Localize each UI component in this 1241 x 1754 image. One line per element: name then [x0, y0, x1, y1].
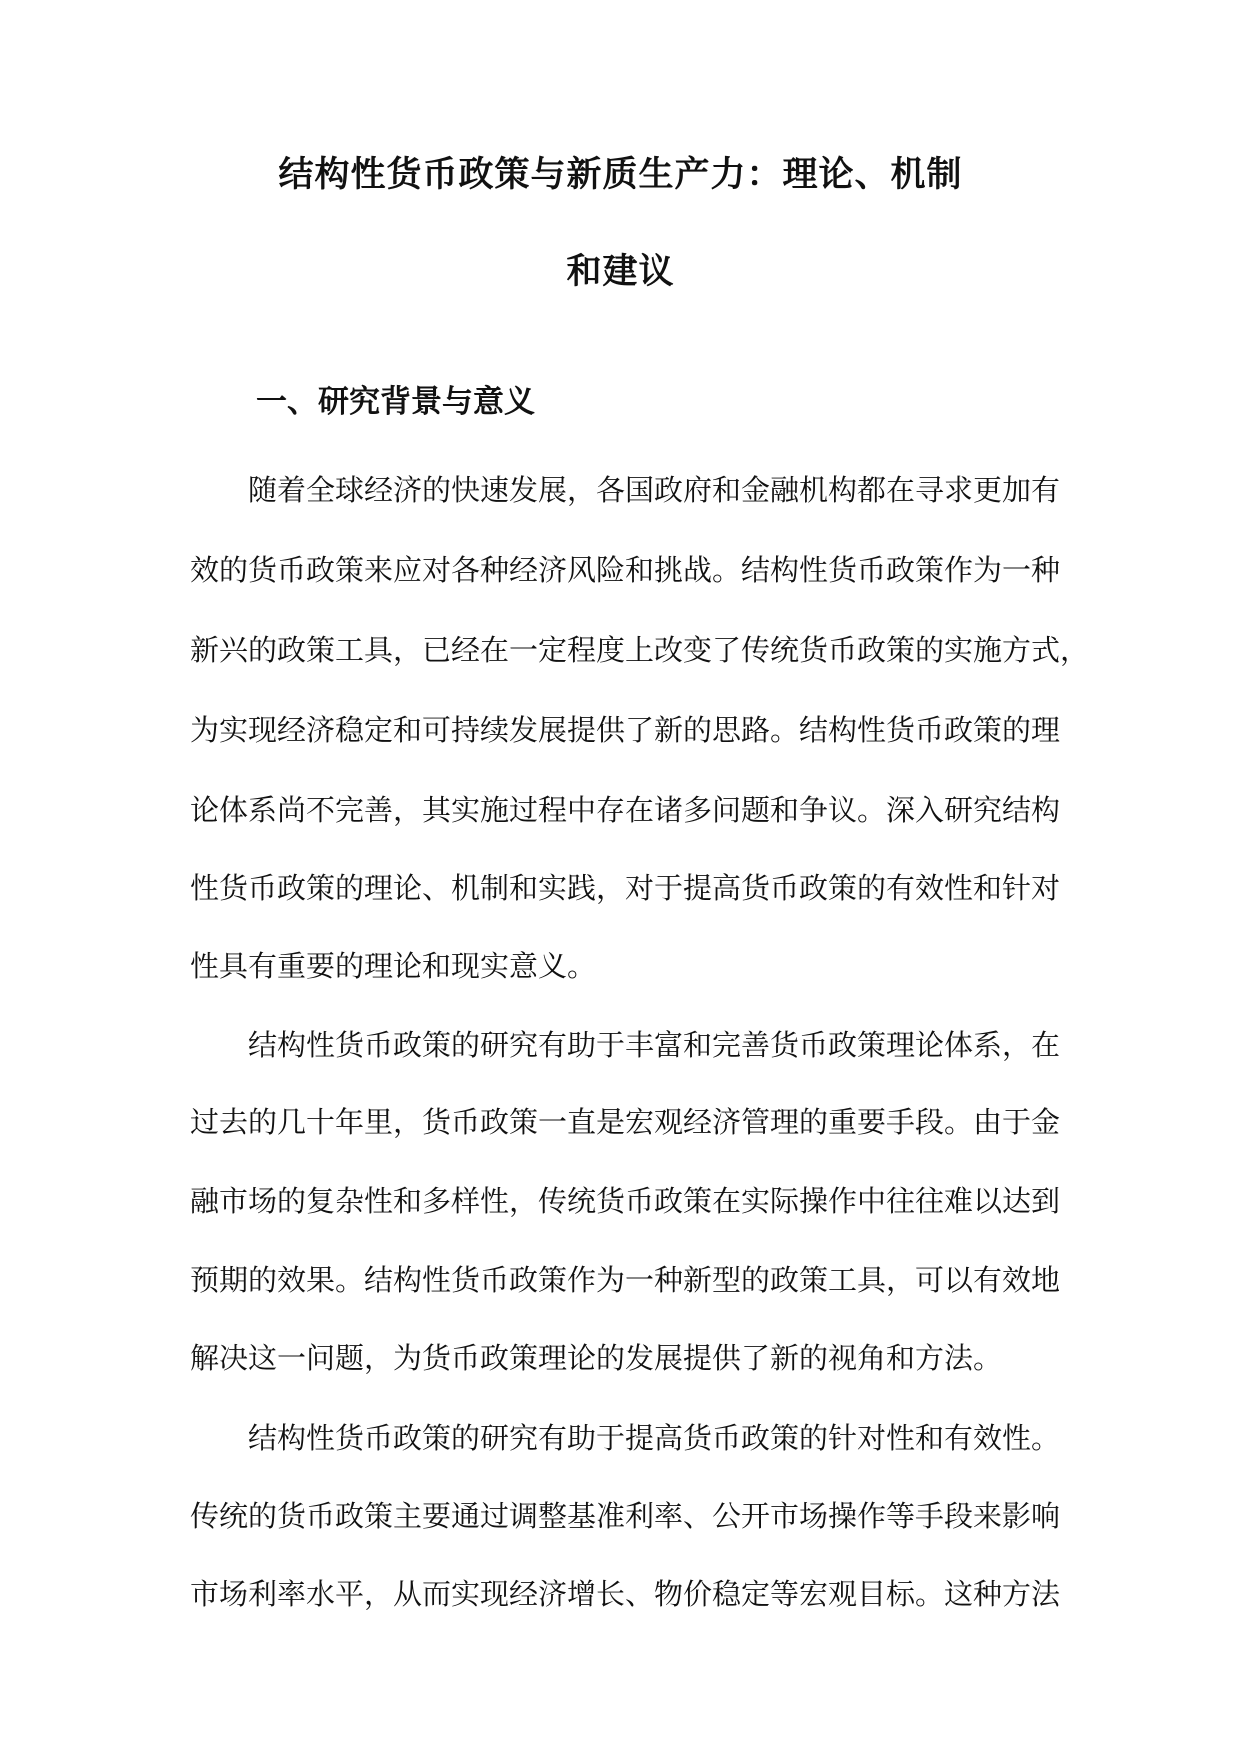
paragraph-line: 性具有重要的理论和现实意义。 [190, 949, 597, 983]
paragraph-line: 解决这一问题，为货币政策理论的发展提供了新的视角和方法。 [190, 1341, 1003, 1375]
paragraph-line: 融市场的复杂性和多样性，传统货币政策在实际操作中往往难以达到 [190, 1184, 1061, 1218]
paragraph-line: 新兴的政策工具，已经在一定程度上改变了传统货币政策的实施方式， [190, 633, 1090, 667]
paragraph-line: 市场利率水平，从而实现经济增长、物价稳定等宏观目标。这种方法 [190, 1577, 1061, 1611]
paragraph-line: 过去的几十年里，货币政策一直是宏观经济管理的重要手段。由于金 [190, 1105, 1061, 1139]
paragraph-line: 随着全球经济的快速发展，各国政府和金融机构都在寻求更加有 [248, 473, 1061, 507]
paragraph-line: 结构性货币政策的研究有助于丰富和完善货币政策理论体系，在 [248, 1028, 1061, 1062]
paragraph-line: 为实现经济稳定和可持续发展提供了新的思路。结构性货币政策的理 [190, 713, 1061, 747]
paragraph-line: 预期的效果。结构性货币政策作为一种新型的政策工具，可以有效地 [190, 1263, 1061, 1297]
paragraph-line: 结构性货币政策的研究有助于提高货币政策的针对性和有效性。 [248, 1421, 1061, 1455]
paragraph-line: 传统的货币政策主要通过调整基准利率、公开市场操作等手段来影响 [190, 1499, 1061, 1533]
paragraph-line: 效的货币政策来应对各种经济风险和挑战。结构性货币政策作为一种 [190, 553, 1061, 587]
section-heading: 一、研究背景与意义 [256, 384, 535, 420]
document-title-line-2: 和建议 [566, 252, 675, 292]
paragraph-line: 性货币政策的理论、机制和实践，对于提高货币政策的有效性和针对 [190, 871, 1061, 905]
paragraph-line: 论体系尚不完善，其实施过程中存在诸多问题和争议。深入研究结构 [190, 793, 1061, 827]
document-title-line-1: 结构性货币政策与新质生产力：理论、机制 [278, 155, 963, 195]
